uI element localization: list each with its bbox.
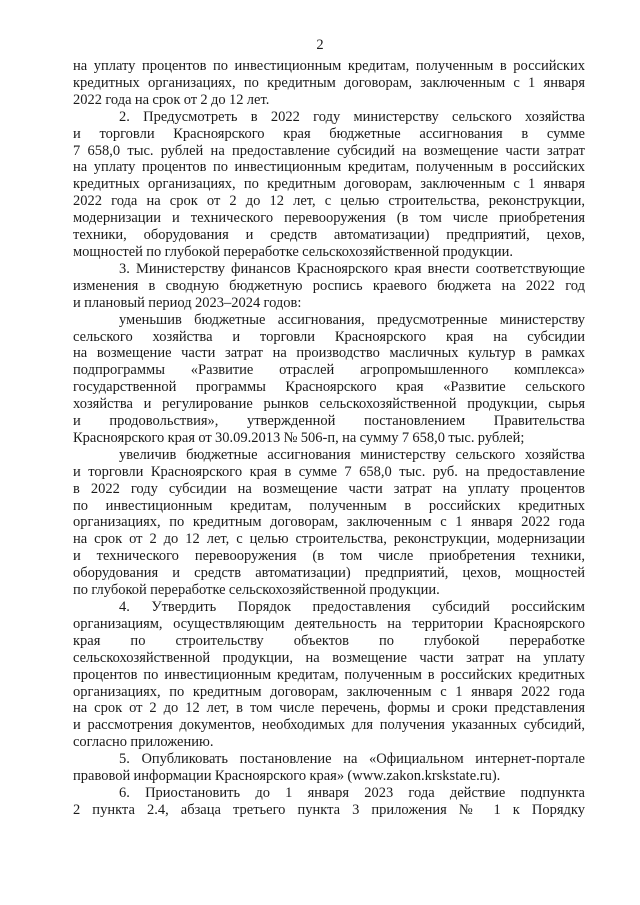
text-line: по глубокой переработке сельскохозяйственной продукции. <box>73 582 440 599</box>
text-line: на уплату процентов по инвестиционным кредитам, полученным в российских <box>73 58 585 74</box>
text-line: правовой информации Красноярского края» (www.zakon.krskstate.ru). <box>73 768 501 785</box>
text-line: и торговли Красноярского края в сумме 7 658,0 тыс. руб. на предоставление <box>73 463 585 480</box>
text-line: 3. Министерству финансов Красноярского края внести соответствующие <box>119 260 585 277</box>
text-line: и торговли Красноярского края бюджетные ассигнования в сумме <box>73 125 585 142</box>
text-line: организациях, по кредитным договорам, заключенным с 1 января 2022 года <box>73 683 585 700</box>
text-line: в 2022 году субсидии на возмещение части затрат на уплату процентов <box>73 480 585 497</box>
paragraph-2 <box>73 109 585 261</box>
text-line: 5. Опубликовать постановление на «Официальном интернет-портале <box>119 751 585 768</box>
text-line: края по строительству объектов по глубокой переработке <box>73 632 585 649</box>
text-line: 4. Утвердить Порядок предоставления субсидий российским <box>119 599 585 615</box>
text-line: 2. Предусмотреть в 2022 году министерству сельского хозяйства <box>119 108 585 125</box>
text-line: кредитных организациях, по кредитным договорам, заключенным с 1 января <box>73 74 585 91</box>
text-line: и рассмотрения документов, необходимых для получения указанных субсидий, <box>73 717 585 734</box>
text-line: и плановый период 2023–2024 годов: <box>73 294 302 311</box>
text-line: сельского хозяйства и торговли Красноярского края на субсидии <box>73 328 585 345</box>
paragraph-1-continuation <box>73 58 585 109</box>
text-line: на срок от 2 до 12 лет, в том числе перечень, формы и сроки представления <box>73 700 585 717</box>
text-line: государственной программы Красноярского края «Развитие сельского <box>73 379 585 396</box>
text-line: кредитных организациях, по кредитным договорам, заключенным с 1 января <box>73 176 585 193</box>
paragraph-6 <box>73 785 585 819</box>
text-line: 7 658,0 тыс. рублей на предоставление субсидий на возмещение части затрат <box>73 142 585 159</box>
text-line: оборудования и средств автоматизации) предприятий, цехов, мощностей <box>73 565 585 582</box>
paragraph-3-increase <box>73 447 585 599</box>
text-line: уменьшив бюджетные ассигнования, предусмотренные министерству <box>119 311 585 328</box>
text-line: 2022 года на срок от 2 до 12 лет, с целью строительства, реконструкции, <box>73 193 585 210</box>
text-line: увеличив бюджетные ассигнования министерству сельского хозяйства <box>119 446 585 463</box>
text-line: 2 пункта 2.4, абзаца третьего пункта 3 приложения № 1 к Порядку <box>73 801 585 818</box>
text-line: техники, оборудования и средств автоматизации) предприятий, цехов, <box>73 227 585 244</box>
text-line: хозяйства и регулирование рынков сельскохозяйственной продукции, сырья <box>73 396 585 413</box>
paragraph-3-decrease <box>73 312 585 447</box>
text-line: процентов по инвестиционным кредитам, полученным в российских кредитных <box>73 666 585 683</box>
paragraph-5 <box>73 751 585 785</box>
text-line: на уплату процентов по инвестиционным кредитам, полученным в российских <box>73 159 585 176</box>
text-line: и технического перевооружения (в том числе приобретения техники, <box>73 548 585 565</box>
text-line: на срок от 2 до 12 лет, с целью строительства, реконструкции, модернизации <box>73 531 585 548</box>
text-line: изменения в сводную бюджетную роспись краевого бюджета на 2022 год <box>73 277 585 294</box>
document-body <box>73 58 585 819</box>
text-line: на возмещение части затрат на производство масличных культур в рамках <box>73 345 585 362</box>
paragraph-4 <box>73 599 585 751</box>
page-number: 2 <box>316 37 324 53</box>
text-line: сельскохозяйственной продукции, на возмещение части затрат на уплату <box>73 649 585 666</box>
text-line: 6. Приостановить до 1 января 2023 года действие подпункта <box>119 784 585 801</box>
text-line: согласно приложению. <box>73 734 214 751</box>
text-line: по инвестиционным кредитам, полученным в российских кредитных <box>73 497 585 514</box>
text-line: и продовольствия», утвержденной постановлением Правительства <box>73 413 585 430</box>
text-line: Красноярского края от 30.09.2013 № 506-п, на сумму 7 658,0 тыс. рублей; <box>73 429 525 446</box>
text-line: организациях, по кредитным договорам, заключенным с 1 января 2022 года <box>73 514 585 531</box>
text-line: подпрограммы «Развитие отраслей агропромышленного комплекса» <box>73 362 585 379</box>
paragraph-3 <box>73 261 585 312</box>
text-line: модернизации и технического перевооружения (в том числе приобретения <box>73 210 585 227</box>
text-line: 2022 года на срок от 2 до 12 лет. <box>73 91 270 108</box>
text-line: организациям, осуществляющим деятельность на территории Красноярского <box>73 615 585 632</box>
text-line: мощностей по глубокой переработке сельскохозяйственной продукции. <box>73 243 514 260</box>
